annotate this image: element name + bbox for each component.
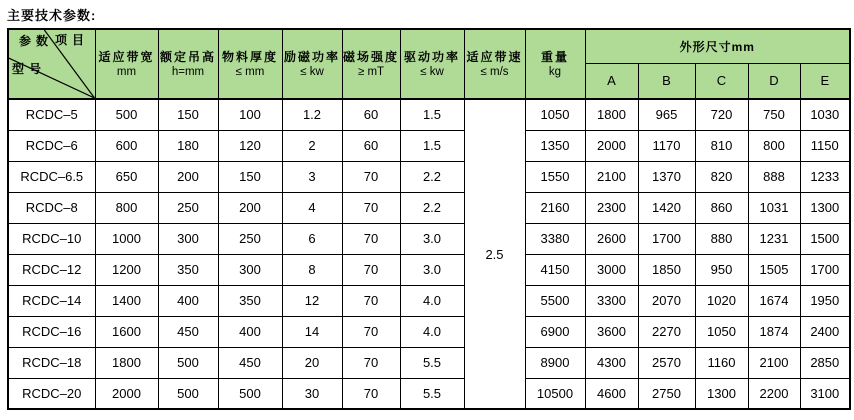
value-cell: 2000: [95, 378, 158, 409]
col-header-material-thickness: 物料厚度 ≤ mm: [218, 29, 282, 99]
table-row: [8, 347, 850, 378]
value-cell: 300: [158, 223, 218, 254]
value-cell: 860: [695, 192, 748, 223]
value-cell: 500: [158, 347, 218, 378]
value-cell: 350: [218, 285, 282, 316]
value-cell: 5.5: [400, 347, 464, 378]
value-cell: 2200: [748, 378, 800, 409]
value-cell: 965: [638, 99, 695, 130]
corner-label-item: 项目: [55, 33, 90, 47]
model-cell: RCDC–8: [8, 192, 95, 223]
value-cell: 14: [282, 316, 342, 347]
value-cell: 60: [342, 130, 400, 161]
value-cell: 6: [282, 223, 342, 254]
value-cell: 1700: [800, 254, 850, 285]
value-cell: 1.5: [400, 99, 464, 130]
col-header-dimensions-group: 外形尺寸mm: [585, 29, 850, 63]
value-cell: 200: [158, 161, 218, 192]
value-cell: 12: [282, 285, 342, 316]
table-row: [8, 285, 850, 316]
value-cell: 70: [342, 254, 400, 285]
value-cell: 5500: [525, 285, 585, 316]
value-cell: 1170: [638, 130, 695, 161]
value-cell: 800: [95, 192, 158, 223]
value-cell: 5.5: [400, 378, 464, 409]
value-cell: 70: [342, 223, 400, 254]
table-row: [8, 378, 850, 409]
value-cell: 250: [218, 223, 282, 254]
value-cell: 1200: [95, 254, 158, 285]
value-cell: 4: [282, 192, 342, 223]
value-cell: 8: [282, 254, 342, 285]
value-cell: 880: [695, 223, 748, 254]
table-row: [8, 130, 850, 161]
model-cell: RCDC–14: [8, 285, 95, 316]
value-cell: 2100: [748, 347, 800, 378]
value-cell: 450: [218, 347, 282, 378]
value-cell: 2.2: [400, 161, 464, 192]
value-cell: 820: [695, 161, 748, 192]
value-cell: 1160: [695, 347, 748, 378]
value-cell: 3380: [525, 223, 585, 254]
value-cell: 180: [158, 130, 218, 161]
value-cell: 20: [282, 347, 342, 378]
value-cell: 2070: [638, 285, 695, 316]
value-cell: 4150: [525, 254, 585, 285]
value-cell: 1.5: [400, 130, 464, 161]
value-cell: 1000: [95, 223, 158, 254]
value-cell: 1050: [525, 99, 585, 130]
value-cell: 500: [95, 99, 158, 130]
value-cell: 1300: [800, 192, 850, 223]
value-cell: 2000: [585, 130, 638, 161]
value-cell: 1420: [638, 192, 695, 223]
value-cell: 2: [282, 130, 342, 161]
value-cell: 30: [282, 378, 342, 409]
corner-label-param: 参数: [19, 34, 54, 48]
value-cell: 1505: [748, 254, 800, 285]
value-cell: 1370: [638, 161, 695, 192]
value-cell: 4300: [585, 347, 638, 378]
model-cell: RCDC–12: [8, 254, 95, 285]
col-header-dim-e: E: [800, 63, 850, 99]
model-cell: RCDC–16: [8, 316, 95, 347]
value-cell: 1031: [748, 192, 800, 223]
value-cell: 1030: [800, 99, 850, 130]
value-cell: 1233: [800, 161, 850, 192]
value-cell: 4600: [585, 378, 638, 409]
value-cell: 150: [218, 161, 282, 192]
value-cell: 10500: [525, 378, 585, 409]
value-cell: 3300: [585, 285, 638, 316]
value-cell: 4.0: [400, 285, 464, 316]
value-cell: 500: [158, 378, 218, 409]
value-cell: 1800: [95, 347, 158, 378]
value-cell: 400: [158, 285, 218, 316]
value-cell: 70: [342, 316, 400, 347]
corner-label-model: 型号: [12, 62, 47, 76]
value-cell: 1700: [638, 223, 695, 254]
value-cell: 4.0: [400, 316, 464, 347]
value-cell: 1150: [800, 130, 850, 161]
value-cell: 3.0: [400, 254, 464, 285]
table-row: [8, 254, 850, 285]
col-header-rated-height: 额定吊高 h=mm: [158, 29, 218, 99]
value-cell: 1.2: [282, 99, 342, 130]
value-cell: 400: [218, 316, 282, 347]
table-row: [8, 99, 850, 130]
value-cell: 70: [342, 161, 400, 192]
value-cell: 950: [695, 254, 748, 285]
model-cell: RCDC–6.5: [8, 161, 95, 192]
value-cell: 1500: [800, 223, 850, 254]
value-cell: 650: [95, 161, 158, 192]
value-cell: 250: [158, 192, 218, 223]
page-title: 主要技术参数:: [7, 8, 97, 23]
model-cell: RCDC–18: [8, 347, 95, 378]
table-row: [8, 316, 850, 347]
corner-cell: [8, 29, 95, 99]
value-cell: 1600: [95, 316, 158, 347]
value-cell: 1050: [695, 316, 748, 347]
table-row: [8, 192, 850, 223]
value-cell: 2850: [800, 347, 850, 378]
value-cell: 3100: [800, 378, 850, 409]
value-cell: 3: [282, 161, 342, 192]
value-cell: 6900: [525, 316, 585, 347]
value-cell: 8900: [525, 347, 585, 378]
value-cell: 70: [342, 378, 400, 409]
value-cell: 1300: [695, 378, 748, 409]
col-header-drive-power: 驱动功率 ≤ kw: [400, 29, 464, 99]
value-cell: 2400: [800, 316, 850, 347]
value-cell: 1550: [525, 161, 585, 192]
value-cell: 2600: [585, 223, 638, 254]
value-cell: 1674: [748, 285, 800, 316]
value-cell: 120: [218, 130, 282, 161]
model-cell: RCDC–20: [8, 378, 95, 409]
value-cell: 1231: [748, 223, 800, 254]
value-cell: 2.2: [400, 192, 464, 223]
value-cell: 70: [342, 192, 400, 223]
model-cell: RCDC–10: [8, 223, 95, 254]
value-cell: 300: [218, 254, 282, 285]
col-header-excitation-power: 励磁功率 ≤ kw: [282, 29, 342, 99]
value-cell: 2570: [638, 347, 695, 378]
col-header-belt-speed: 适应带速 ≤ m/s: [464, 29, 525, 99]
value-cell: 2100: [585, 161, 638, 192]
value-cell: 810: [695, 130, 748, 161]
model-cell: RCDC–6: [8, 130, 95, 161]
value-cell: 200: [218, 192, 282, 223]
value-cell: 1350: [525, 130, 585, 161]
value-cell: 720: [695, 99, 748, 130]
value-cell: 3600: [585, 316, 638, 347]
value-cell: 500: [218, 378, 282, 409]
col-header-dim-b: B: [638, 63, 695, 99]
table-row: [8, 161, 850, 192]
value-cell: 1950: [800, 285, 850, 316]
value-cell: 100: [218, 99, 282, 130]
value-cell: 1850: [638, 254, 695, 285]
col-header-dim-a: A: [585, 63, 638, 99]
value-cell: 600: [95, 130, 158, 161]
value-cell: 1400: [95, 285, 158, 316]
value-cell: 750: [748, 99, 800, 130]
col-header-weight: 重量 kg: [525, 29, 585, 99]
value-cell: 150: [158, 99, 218, 130]
value-cell: 1874: [748, 316, 800, 347]
col-header-dim-d: D: [748, 63, 800, 99]
value-cell: 1020: [695, 285, 748, 316]
value-cell: 70: [342, 347, 400, 378]
value-cell: 3.0: [400, 223, 464, 254]
value-cell: 60: [342, 99, 400, 130]
value-cell: 888: [748, 161, 800, 192]
spec-table: [7, 28, 851, 410]
value-cell: 2160: [525, 192, 585, 223]
value-cell: 3000: [585, 254, 638, 285]
value-cell: 800: [748, 130, 800, 161]
value-cell: 2300: [585, 192, 638, 223]
value-cell: 2270: [638, 316, 695, 347]
belt-speed-merged-cell: 2.5: [464, 99, 525, 409]
value-cell: 1800: [585, 99, 638, 130]
value-cell: 2750: [638, 378, 695, 409]
col-header-belt-width: 适应带宽 mm: [95, 29, 158, 99]
model-cell: RCDC–5: [8, 99, 95, 130]
table-row: [8, 223, 850, 254]
value-cell: 70: [342, 285, 400, 316]
value-cell: 450: [158, 316, 218, 347]
col-header-magnetic-field: 磁场强度 ≥ mT: [342, 29, 400, 99]
col-header-dim-c: C: [695, 63, 748, 99]
value-cell: 350: [158, 254, 218, 285]
